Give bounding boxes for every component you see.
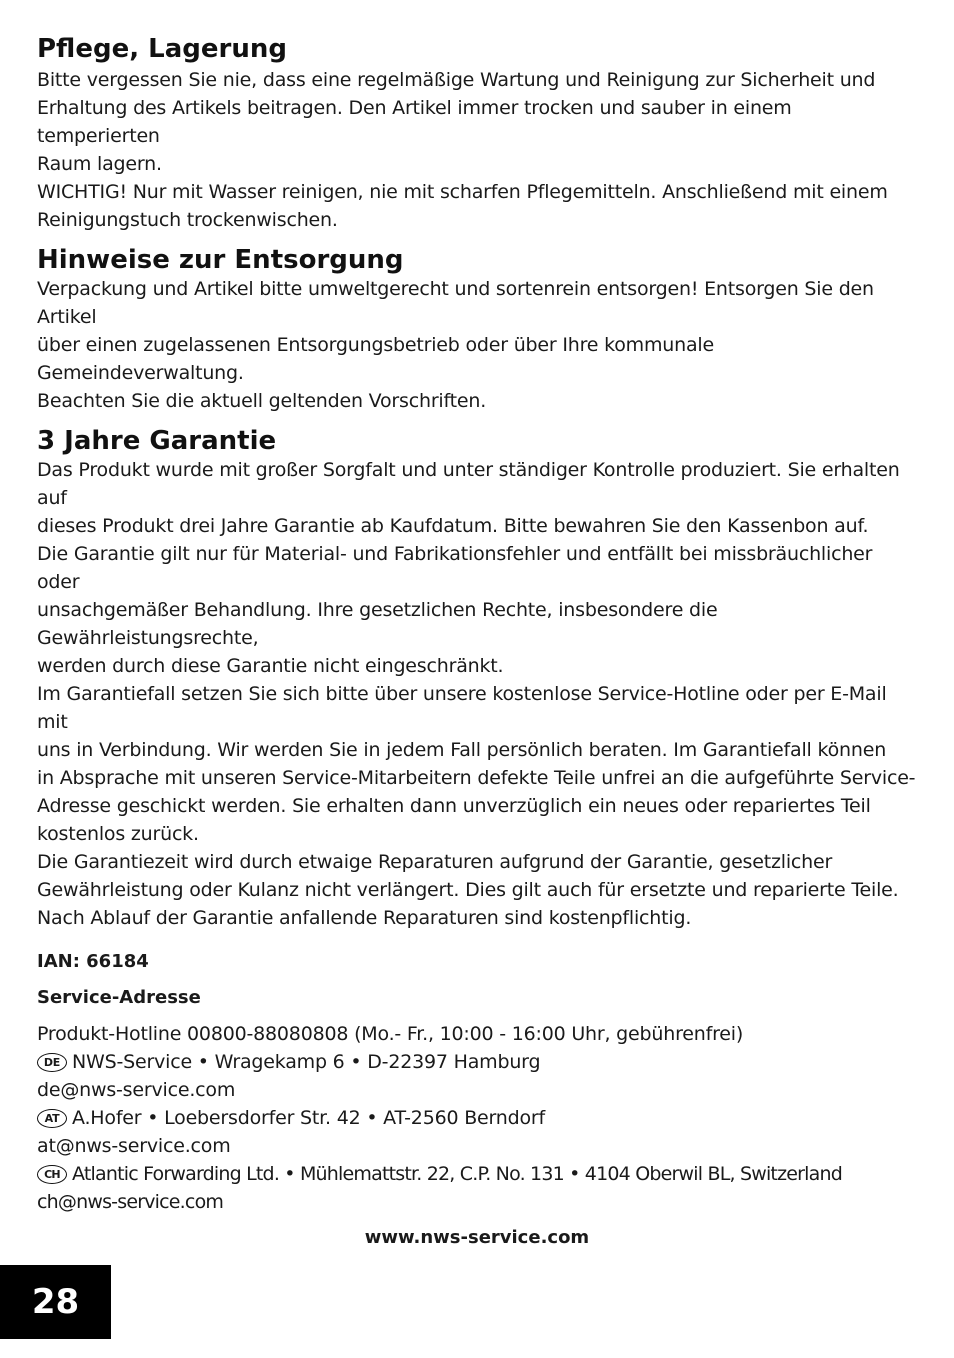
contact-ch-address-text: Atlantic Forwarding Ltd. • Mühlemattstr. 22, C.P. No. 131 • 4104 Oberwil BL, Switzerland	[72, 1163, 842, 1185]
contact-at-email[interactable]: at@nws-service.com	[37, 1135, 231, 1157]
page-number-badge: 28	[0, 1265, 111, 1339]
disposal-heading: Hinweise zur Entsorgung	[37, 245, 404, 275]
care-storage-section	[37, 34, 917, 234]
service-address-title: Service-Adresse	[37, 987, 201, 1008]
document-page	[37, 34, 917, 1250]
disposal-paragraph: Verpackung und Artikel bitte umweltgerecht und sortenrein entsorgen! Entsorgen Sie den Artikel über einen zugelassenen Entsorgungsbetrieb oder über Ihre kommunale Gemeindeverwaltung. Beachten Sie die aktuell geltenden Vorschriften.	[37, 278, 874, 412]
ian-number: IAN: 66184	[37, 951, 149, 972]
hotline-text: Produkt-Hotline 00800-88080808 (Mo.- Fr., 10:00 - 16:00 Uhr, gebührenfrei)	[37, 1023, 744, 1045]
contact-at-address	[37, 1104, 917, 1132]
care-storage-paragraph-1: Bitte vergessen Sie nie, dass eine regelmäßige Wartung und Reinigung zur Sicherheit und Erhaltung des Artikels beitragen. Den Artikel immer trocken und sauber in einem temperierten Raum lagern.	[37, 69, 876, 175]
warranty-section	[37, 426, 917, 932]
warranty-heading: 3 Jahre Garantie	[37, 426, 277, 456]
warranty-paragraph-4: Die Garantiezeit wird durch etwaige Reparaturen aufgrund der Garantie, gesetzlicher Gewährleistung oder Kulanz nicht verlängert. Dies gilt auch für ersetzte und reparierte Teile. Nach Ablauf der Garantie anfallende Reparaturen sind kostenpflichtig.	[37, 851, 899, 929]
disposal-section	[37, 245, 917, 415]
warranty-paragraph-3: Im Garantiefall setzen Sie sich bitte über unsere kostenlose Service-Hotline oder per E-Mail mit uns in Verbindung. Wir werden Sie in jedem Fall persönlich beraten. Im Garantiefall können in Absprache mit unseren Service-Mitarbeitern defekte Teile unfrei an die aufgeführte Service- Adresse geschickt werden. Sie erhalten dann unverzüglich ein neues oder repariertes Teil kostenlos zurück.	[37, 683, 916, 845]
contact-de-email[interactable]: de@nws-service.com	[37, 1079, 236, 1101]
care-storage-heading: Pflege, Lagerung	[37, 34, 287, 64]
country-de-badge-icon: DE	[37, 1053, 67, 1072]
country-ch-badge-icon: CH	[37, 1165, 67, 1184]
warranty-paragraph-2: Die Garantie gilt nur für Material- und Fabrikationsfehler und entfällt bei missbräuchlicher oder unsachgemäßer Behandlung. Ihre gesetzlichen Rechte, insbesondere die Gewährleistungsrechte, werden durch diese Garantie nicht eingeschränkt.	[37, 543, 873, 677]
care-storage-paragraph-2: WICHTIG! Nur mit Wasser reinigen, nie mit scharfen Pflegemitteln. Anschließend mit einem Reinigungstuch trockenwischen.	[37, 181, 888, 231]
service-contact-block	[37, 1020, 917, 1216]
country-at-badge-icon: AT	[37, 1109, 67, 1128]
warranty-paragraph-1: Das Produkt wurde mit großer Sorgfalt und unter ständiger Kontrolle produziert. Sie erhalten auf dieses Produkt drei Jahre Garantie ab Kaufdatum. Bitte bewahren Sie den Kassenbon auf.	[37, 459, 900, 537]
contact-at-address-text: A.Hofer • Loebersdorfer Str. 42 • AT-2560 Berndorf	[72, 1107, 546, 1129]
contact-ch-email[interactable]: ch@nws-service.com	[37, 1191, 224, 1213]
website-link[interactable]: www.nws-service.com	[364, 1227, 590, 1248]
contact-ch-address	[37, 1160, 917, 1188]
contact-de-address-text: NWS-Service • Wragekamp 6 • D-22397 Hamburg	[72, 1051, 541, 1073]
contact-de-address	[37, 1048, 917, 1076]
